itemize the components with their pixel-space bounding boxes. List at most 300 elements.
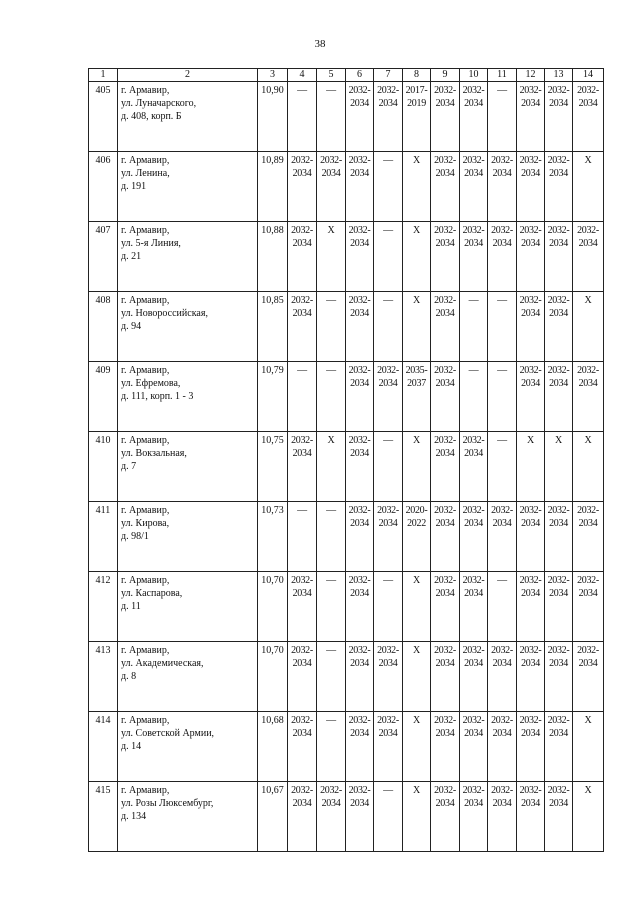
period-cell bbox=[431, 292, 460, 362]
period-line: 2034 bbox=[549, 728, 568, 739]
period-cell bbox=[288, 82, 317, 152]
period-line: 2032- bbox=[577, 225, 599, 236]
period-line: 2034 bbox=[521, 308, 540, 319]
period-line: 2017- bbox=[405, 85, 428, 96]
period-line: 2034 bbox=[321, 798, 341, 809]
period-cell bbox=[488, 292, 517, 362]
period-line: 2034 bbox=[435, 378, 455, 389]
period-line: 2034 bbox=[549, 588, 568, 599]
period-line: — bbox=[326, 715, 336, 726]
period-line: — bbox=[326, 505, 336, 516]
period-cell bbox=[573, 502, 604, 572]
period-line: 2034 bbox=[521, 588, 540, 599]
period-cell bbox=[346, 292, 374, 362]
period-line: 2032- bbox=[434, 435, 456, 446]
period-line: X bbox=[584, 295, 592, 306]
period-cell bbox=[573, 432, 604, 502]
period-cell bbox=[317, 502, 346, 572]
period-line: — bbox=[297, 85, 307, 96]
period-cell bbox=[403, 502, 431, 572]
period-line: X bbox=[413, 225, 420, 236]
period-cell bbox=[374, 782, 403, 852]
period-line: 2034 bbox=[464, 728, 483, 739]
period-line: 2034 bbox=[350, 378, 369, 389]
period-cell bbox=[431, 642, 460, 712]
period-line: X bbox=[584, 155, 592, 166]
period-line: 2034 bbox=[350, 308, 369, 319]
period-line: 2034 bbox=[435, 518, 455, 529]
period-line: 2022 bbox=[407, 518, 426, 529]
period-line: — bbox=[383, 435, 393, 446]
period-cell bbox=[374, 222, 403, 292]
address-cell bbox=[118, 292, 258, 362]
address-cell bbox=[118, 642, 258, 712]
address-line: д. 98/1 bbox=[121, 531, 149, 542]
period-cell bbox=[346, 712, 374, 782]
period-line: 2034 bbox=[292, 168, 312, 179]
period-line: 2032- bbox=[434, 645, 456, 656]
address-line: ул. Ефремова, bbox=[121, 378, 181, 389]
period-line: 2034 bbox=[321, 168, 341, 179]
period-line: 2032- bbox=[348, 785, 371, 796]
period-line: 2032- bbox=[377, 365, 399, 376]
period-cell bbox=[346, 432, 374, 502]
period-cell bbox=[346, 782, 374, 852]
period-line: 2034 bbox=[521, 658, 540, 669]
period-cell bbox=[488, 502, 517, 572]
row-number: 410 bbox=[89, 432, 118, 502]
period-line: 2034 bbox=[549, 378, 568, 389]
period-line: — bbox=[468, 295, 479, 306]
period-line: 2032- bbox=[462, 715, 485, 726]
address-cell bbox=[118, 712, 258, 782]
period-cell bbox=[488, 152, 517, 222]
period-cell bbox=[431, 782, 460, 852]
period-cell bbox=[517, 642, 545, 712]
period-cell bbox=[517, 572, 545, 642]
period-cell bbox=[460, 152, 488, 222]
column-header: 11 bbox=[488, 69, 517, 82]
period-line: 2034 bbox=[521, 798, 540, 809]
period-line: 2034 bbox=[378, 658, 398, 669]
period-cell bbox=[573, 782, 604, 852]
period-line: 2032- bbox=[547, 365, 570, 376]
period-line: 2034 bbox=[292, 308, 312, 319]
period-cell bbox=[346, 642, 374, 712]
column-header: 8 bbox=[403, 69, 431, 82]
period-cell bbox=[431, 712, 460, 782]
period-cell bbox=[488, 572, 517, 642]
table-body bbox=[89, 82, 604, 852]
period-cell bbox=[403, 82, 431, 152]
period-line: 2032- bbox=[348, 575, 371, 586]
period-line: X bbox=[527, 435, 534, 446]
period-cell bbox=[460, 432, 488, 502]
period-cell bbox=[573, 642, 604, 712]
period-cell bbox=[288, 642, 317, 712]
period-line: 2032- bbox=[462, 155, 485, 166]
period-cell bbox=[431, 362, 460, 432]
period-cell bbox=[517, 362, 545, 432]
period-line: 2032- bbox=[491, 715, 513, 726]
period-cell bbox=[545, 782, 573, 852]
period-line: 2032- bbox=[547, 295, 570, 306]
address-line: д. 8 bbox=[121, 671, 137, 682]
period-line: 2034 bbox=[492, 238, 512, 249]
period-line: 2034 bbox=[350, 658, 369, 669]
period-line: 2034 bbox=[578, 98, 598, 109]
period-line: 2034 bbox=[521, 168, 540, 179]
column-header: 6 bbox=[346, 69, 374, 82]
period-cell bbox=[488, 222, 517, 292]
period-line: 2032- bbox=[291, 715, 313, 726]
column-header: 5 bbox=[317, 69, 346, 82]
value-cell: 10,67 bbox=[258, 782, 288, 852]
period-line: 2032- bbox=[462, 785, 485, 796]
period-line: 2034 bbox=[350, 518, 369, 529]
period-line: 2032- bbox=[519, 225, 542, 236]
period-cell bbox=[317, 782, 346, 852]
period-line: 2034 bbox=[435, 798, 455, 809]
period-cell bbox=[431, 152, 460, 222]
period-line: 2034 bbox=[549, 168, 568, 179]
period-cell bbox=[288, 712, 317, 782]
period-cell bbox=[317, 432, 346, 502]
period-line: 2032- bbox=[348, 155, 371, 166]
address-line: ул. Кирова, bbox=[121, 518, 170, 529]
address-cell bbox=[118, 362, 258, 432]
period-line: — bbox=[497, 365, 507, 376]
period-line: 2034 bbox=[464, 98, 483, 109]
period-line: 2032- bbox=[519, 645, 542, 656]
period-line: 2034 bbox=[549, 238, 568, 249]
address-cell bbox=[118, 222, 258, 292]
period-line: — bbox=[497, 85, 507, 96]
period-line: 2034 bbox=[549, 658, 568, 669]
period-line: 2034 bbox=[578, 518, 598, 529]
period-line: 2032- bbox=[320, 785, 342, 796]
period-cell bbox=[488, 712, 517, 782]
address-line: д. 11 bbox=[121, 601, 141, 612]
period-line: 2034 bbox=[435, 238, 455, 249]
period-cell bbox=[317, 362, 346, 432]
period-line: 2032- bbox=[348, 505, 371, 516]
period-line: 2032- bbox=[547, 155, 570, 166]
value-cell: 10,88 bbox=[258, 222, 288, 292]
period-line: 2034 bbox=[435, 728, 455, 739]
period-cell bbox=[517, 82, 545, 152]
column-header: 12 bbox=[517, 69, 545, 82]
address-line: г. Армавир, bbox=[121, 435, 170, 446]
period-cell bbox=[460, 502, 488, 572]
row-number: 405 bbox=[89, 82, 118, 152]
period-line: 2032- bbox=[434, 715, 456, 726]
period-cell bbox=[317, 572, 346, 642]
period-line: 2034 bbox=[292, 728, 312, 739]
period-line: 2032- bbox=[462, 225, 485, 236]
period-line: 2034 bbox=[464, 168, 483, 179]
period-line: 2034 bbox=[435, 308, 455, 319]
period-line: 2034 bbox=[350, 728, 369, 739]
period-line: X bbox=[413, 575, 420, 586]
period-line: 2032- bbox=[348, 365, 371, 376]
value-cell: 10,89 bbox=[258, 152, 288, 222]
period-cell bbox=[545, 572, 573, 642]
row-number: 414 bbox=[89, 712, 118, 782]
table-row bbox=[89, 712, 604, 782]
period-line: 2032- bbox=[348, 435, 371, 446]
period-line: 2032- bbox=[348, 715, 371, 726]
value-cell: 10,68 bbox=[258, 712, 288, 782]
period-line: 2032- bbox=[348, 645, 371, 656]
period-line: 2032- bbox=[577, 505, 599, 516]
period-cell bbox=[460, 362, 488, 432]
period-cell bbox=[403, 152, 431, 222]
table-row bbox=[89, 292, 604, 362]
address-line: д. 94 bbox=[121, 321, 142, 332]
period-line: 2032- bbox=[434, 365, 456, 376]
period-line: — bbox=[468, 365, 479, 376]
period-cell bbox=[517, 502, 545, 572]
period-cell bbox=[573, 712, 604, 782]
period-cell bbox=[545, 362, 573, 432]
period-line: 2032- bbox=[462, 575, 485, 586]
period-line: 2034 bbox=[350, 798, 369, 809]
row-number: 415 bbox=[89, 782, 118, 852]
period-cell bbox=[517, 292, 545, 362]
address-line: г. Армавир, bbox=[121, 505, 170, 516]
period-line: 2032- bbox=[519, 715, 542, 726]
period-line: X bbox=[413, 785, 420, 796]
value-cell: 10,70 bbox=[258, 572, 288, 642]
period-line: 2034 bbox=[435, 168, 455, 179]
period-line: 2032- bbox=[491, 785, 513, 796]
period-line: — bbox=[383, 225, 393, 236]
period-line: 2034 bbox=[578, 378, 598, 389]
period-cell bbox=[545, 502, 573, 572]
period-line: 2032- bbox=[519, 505, 542, 516]
period-cell bbox=[374, 152, 403, 222]
period-line: 2032- bbox=[434, 225, 456, 236]
period-line: 2034 bbox=[464, 518, 483, 529]
address-line: ул. Каспарова, bbox=[121, 588, 183, 599]
period-line: X bbox=[413, 435, 420, 446]
period-line: 2034 bbox=[378, 728, 398, 739]
column-header: 9 bbox=[431, 69, 460, 82]
period-cell bbox=[460, 782, 488, 852]
period-cell bbox=[346, 502, 374, 572]
period-cell bbox=[288, 432, 317, 502]
period-cell bbox=[545, 82, 573, 152]
period-cell bbox=[374, 572, 403, 642]
address-cell bbox=[118, 432, 258, 502]
period-line: 2032- bbox=[519, 365, 542, 376]
period-line: 2032- bbox=[434, 575, 456, 586]
period-line: 2034 bbox=[549, 518, 568, 529]
period-cell bbox=[573, 152, 604, 222]
period-line: 2034 bbox=[435, 448, 455, 459]
period-cell bbox=[317, 642, 346, 712]
address-line: д. 111, корп. 1 - 3 bbox=[121, 391, 194, 402]
address-line: д. 191 bbox=[121, 181, 147, 192]
column-header: 7 bbox=[374, 69, 403, 82]
table-row bbox=[89, 502, 604, 572]
period-cell bbox=[545, 292, 573, 362]
period-cell bbox=[403, 572, 431, 642]
period-cell bbox=[460, 292, 488, 362]
period-cell bbox=[545, 152, 573, 222]
period-line: X bbox=[413, 295, 420, 306]
period-line: 2034 bbox=[578, 238, 598, 249]
period-line: 2032- bbox=[491, 155, 513, 166]
period-cell bbox=[403, 782, 431, 852]
address-cell bbox=[118, 502, 258, 572]
column-header: 10 bbox=[460, 69, 488, 82]
table-row bbox=[89, 642, 604, 712]
period-line: — bbox=[383, 295, 393, 306]
period-line: 2034 bbox=[292, 588, 312, 599]
period-cell bbox=[346, 362, 374, 432]
period-cell bbox=[488, 432, 517, 502]
header-row bbox=[89, 69, 604, 82]
period-line: 2034 bbox=[350, 168, 369, 179]
row-number: 412 bbox=[89, 572, 118, 642]
period-line: — bbox=[497, 435, 507, 446]
period-line: 2032- bbox=[434, 505, 456, 516]
period-line: 2034 bbox=[378, 378, 398, 389]
period-cell bbox=[517, 152, 545, 222]
period-cell bbox=[288, 222, 317, 292]
period-cell bbox=[517, 782, 545, 852]
period-line: 2034 bbox=[378, 98, 398, 109]
period-line: 2034 bbox=[350, 238, 369, 249]
period-line: — bbox=[383, 155, 393, 166]
period-line: 2034 bbox=[492, 728, 512, 739]
column-header: 1 bbox=[89, 69, 118, 82]
period-line: 2034 bbox=[521, 238, 540, 249]
period-line: 2032- bbox=[577, 645, 599, 656]
period-cell bbox=[517, 712, 545, 782]
period-line: 2032- bbox=[547, 785, 570, 796]
column-header: 14 bbox=[573, 69, 604, 82]
period-line: 2034 bbox=[464, 588, 483, 599]
period-cell bbox=[317, 222, 346, 292]
period-cell bbox=[317, 712, 346, 782]
address-line: г. Армавир, bbox=[121, 225, 170, 236]
period-cell bbox=[288, 152, 317, 222]
value-cell: 10,70 bbox=[258, 642, 288, 712]
period-line: 2034 bbox=[549, 798, 568, 809]
period-cell bbox=[317, 152, 346, 222]
period-line: 2034 bbox=[464, 238, 483, 249]
period-cell bbox=[317, 292, 346, 362]
period-line: 2032- bbox=[519, 155, 542, 166]
period-line: 2034 bbox=[492, 658, 512, 669]
row-number: 413 bbox=[89, 642, 118, 712]
address-cell bbox=[118, 152, 258, 222]
period-cell bbox=[288, 502, 317, 572]
period-line: 2034 bbox=[521, 518, 540, 529]
table-row bbox=[89, 362, 604, 432]
period-line: 2032- bbox=[491, 645, 513, 656]
period-line: 2032- bbox=[377, 505, 399, 516]
address-cell bbox=[118, 82, 258, 152]
period-line: 2032- bbox=[547, 645, 570, 656]
period-cell bbox=[488, 362, 517, 432]
period-cell bbox=[288, 572, 317, 642]
period-cell bbox=[460, 642, 488, 712]
period-line: — bbox=[297, 505, 307, 516]
period-line: 2032- bbox=[291, 785, 313, 796]
period-cell bbox=[573, 82, 604, 152]
period-line: 2034 bbox=[521, 728, 540, 739]
row-number: 409 bbox=[89, 362, 118, 432]
period-cell bbox=[545, 642, 573, 712]
period-line: 2032- bbox=[547, 575, 570, 586]
period-line: X bbox=[327, 435, 335, 446]
column-header: 3 bbox=[258, 69, 288, 82]
period-cell bbox=[545, 432, 573, 502]
address-line: г. Армавир, bbox=[121, 575, 170, 586]
period-line: 2020- bbox=[405, 505, 428, 516]
period-line: X bbox=[584, 435, 592, 446]
address-line: д. 134 bbox=[121, 811, 147, 822]
value-cell: 10,73 bbox=[258, 502, 288, 572]
column-header: 4 bbox=[288, 69, 317, 82]
period-line: 2019 bbox=[407, 98, 426, 109]
period-line: — bbox=[383, 785, 393, 796]
period-line: 2032- bbox=[547, 85, 570, 96]
period-cell bbox=[431, 432, 460, 502]
period-line: 2032- bbox=[434, 785, 456, 796]
column-header: 13 bbox=[545, 69, 573, 82]
period-line: 2032- bbox=[519, 85, 542, 96]
period-line: 2032- bbox=[462, 435, 485, 446]
period-line: 2034 bbox=[549, 98, 568, 109]
period-line: 2032- bbox=[348, 295, 371, 306]
period-line: X bbox=[584, 785, 592, 796]
period-line: 2032- bbox=[462, 505, 485, 516]
period-line: 2034 bbox=[464, 448, 483, 459]
period-cell bbox=[431, 222, 460, 292]
period-cell bbox=[288, 362, 317, 432]
period-cell bbox=[431, 82, 460, 152]
period-cell bbox=[288, 782, 317, 852]
period-cell bbox=[545, 222, 573, 292]
period-line: — bbox=[326, 295, 336, 306]
row-number: 411 bbox=[89, 502, 118, 572]
row-number: 406 bbox=[89, 152, 118, 222]
table-row bbox=[89, 432, 604, 502]
period-line: 2034 bbox=[435, 658, 455, 669]
period-cell bbox=[431, 502, 460, 572]
period-cell bbox=[403, 222, 431, 292]
period-cell bbox=[573, 362, 604, 432]
period-line: 2035- bbox=[405, 365, 428, 376]
period-line: 2032- bbox=[519, 575, 542, 586]
period-cell bbox=[403, 292, 431, 362]
period-line: X bbox=[555, 435, 562, 446]
period-line: 2034 bbox=[292, 448, 312, 459]
period-line: 2034 bbox=[549, 308, 568, 319]
period-line: 2034 bbox=[578, 588, 598, 599]
address-cell bbox=[118, 782, 258, 852]
period-cell bbox=[403, 362, 431, 432]
period-line: — bbox=[326, 645, 336, 656]
period-line: 2032- bbox=[291, 645, 313, 656]
period-line: 2032- bbox=[577, 85, 599, 96]
value-cell: 10,85 bbox=[258, 292, 288, 362]
